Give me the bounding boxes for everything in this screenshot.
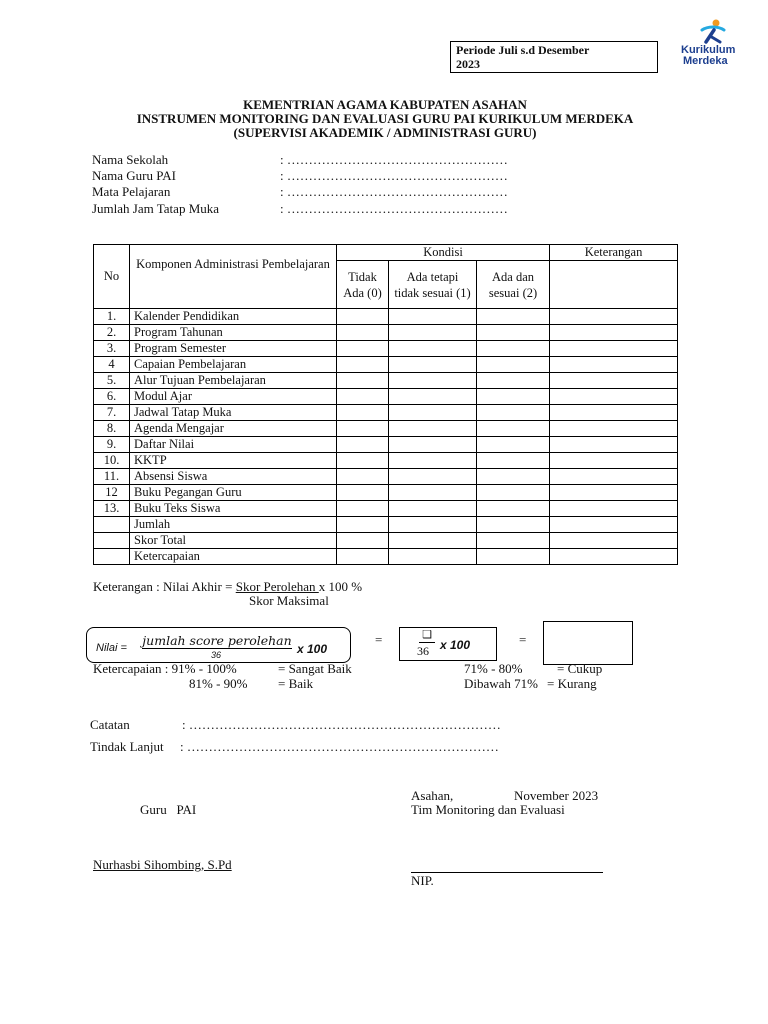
cell-keterangan[interactable] bbox=[550, 357, 678, 373]
row-no: 7. bbox=[94, 405, 130, 421]
formula-equals-2: = bbox=[519, 632, 527, 647]
field-label-mata-pelajaran: Mata Pelajaran bbox=[92, 184, 171, 199]
summary-no bbox=[94, 549, 130, 565]
formula-times2: x 100 bbox=[440, 638, 471, 652]
cell-ada-dan[interactable] bbox=[477, 325, 550, 341]
scale-r4-range: Dibawah 71% bbox=[464, 676, 539, 691]
row-item: Alur Tujuan Pembelajaran bbox=[130, 373, 337, 389]
cell-ada-tetapi[interactable] bbox=[389, 389, 477, 405]
cell-ada-dan[interactable] bbox=[477, 421, 550, 437]
logo-text bbox=[681, 45, 735, 67]
cell-ada-tetapi[interactable] bbox=[389, 437, 477, 453]
header-tidak-ada: Tidak Ada (0) bbox=[337, 261, 389, 309]
formula-label: Nilai = bbox=[96, 642, 127, 654]
logo-text-line2: Merdeka bbox=[683, 55, 728, 67]
row-item: Absensi Siswa bbox=[130, 469, 337, 485]
summary-cell-keterangan[interactable] bbox=[550, 533, 678, 549]
cell-ada-tetapi[interactable] bbox=[389, 357, 477, 373]
row-item: Program Semester bbox=[130, 341, 337, 357]
field-label-nama-sekolah: Nama Sekolah bbox=[92, 152, 169, 167]
table-row bbox=[94, 341, 678, 357]
field-value-mata-pelajaran[interactable]: : …………………………………………… bbox=[280, 184, 508, 199]
summary-row bbox=[94, 517, 678, 533]
catatan-value[interactable]: : ……………………………………………………………… bbox=[182, 717, 501, 732]
periode-box bbox=[450, 41, 658, 73]
row-item: KKTP bbox=[130, 453, 337, 469]
cell-tidak-ada[interactable] bbox=[337, 309, 389, 325]
cell-keterangan[interactable] bbox=[550, 453, 678, 469]
table-row bbox=[94, 501, 678, 517]
cell-ada-tetapi[interactable] bbox=[389, 341, 477, 357]
formula-equals-1: = bbox=[375, 632, 383, 647]
row-item: Agenda Mengajar bbox=[130, 421, 337, 437]
administrasi-table bbox=[93, 244, 678, 565]
table-row bbox=[94, 485, 678, 501]
scale-r1-value: = Sangat Baik bbox=[278, 661, 352, 676]
periode-line1: Periode Juli s.d Desember bbox=[456, 43, 590, 57]
cell-ada-tetapi[interactable] bbox=[389, 453, 477, 469]
logo-text-line1: Kurikulum bbox=[681, 44, 736, 56]
scale-r2-value: = Baik bbox=[278, 676, 314, 691]
signature-date: November 2023 bbox=[514, 788, 599, 803]
cell-ada-tetapi[interactable] bbox=[389, 501, 477, 517]
cell-keterangan[interactable] bbox=[550, 421, 678, 437]
cell-tidak-ada[interactable] bbox=[337, 325, 389, 341]
signature-place: Asahan, bbox=[411, 788, 454, 803]
cell-keterangan[interactable] bbox=[550, 325, 678, 341]
scale-r3-range: 71% - 80% bbox=[464, 661, 523, 676]
formula-box-middle bbox=[399, 627, 497, 661]
logo-figure-icon bbox=[676, 18, 746, 46]
signature-line bbox=[411, 872, 603, 873]
cell-keterangan[interactable] bbox=[550, 373, 678, 389]
keterangan-numerator: Skor Perolehan bbox=[235, 579, 319, 594]
summary-cell-tidak-ada[interactable] bbox=[337, 533, 389, 549]
nilai-result-box[interactable] bbox=[543, 621, 633, 665]
row-no: 9. bbox=[94, 437, 130, 453]
cell-ada-dan[interactable] bbox=[477, 373, 550, 389]
field-label-nama-guru: Nama Guru PAI bbox=[92, 168, 177, 183]
cell-tidak-ada[interactable] bbox=[337, 485, 389, 501]
cell-tidak-ada[interactable] bbox=[337, 405, 389, 421]
formula-numerator: jumlah score perolehan bbox=[142, 633, 292, 648]
title-line2: INSTRUMEN MONITORING DAN EVALUASI GURU PAI KURIKULUM MERDEKA bbox=[136, 111, 634, 126]
row-no: 4 bbox=[94, 357, 130, 373]
row-no: 8. bbox=[94, 421, 130, 437]
cell-keterangan[interactable] bbox=[550, 405, 678, 421]
title-line3: (SUPERVISI AKADEMIK / ADMINISTRASI GURU) bbox=[233, 125, 537, 140]
cell-ada-tetapi[interactable] bbox=[389, 421, 477, 437]
summary-cell-ada-dan[interactable] bbox=[477, 549, 550, 565]
summary-cell-ada-tetapi[interactable] bbox=[389, 533, 477, 549]
row-item: Program Tahunan bbox=[130, 325, 337, 341]
field-label-jam-tatap-muka: Jumlah Jam Tatap Muka bbox=[92, 201, 220, 216]
cell-ada-dan[interactable] bbox=[477, 389, 550, 405]
table-row bbox=[94, 405, 678, 421]
row-item: Jadwal Tatap Muka bbox=[130, 405, 337, 421]
keterangan-denominator: Skor Maksimal bbox=[249, 593, 329, 608]
field-value-jam-tatap-muka[interactable]: : …………………………………………… bbox=[280, 201, 508, 216]
header-keterangan: Keterangan bbox=[550, 245, 678, 261]
row-no: 13. bbox=[94, 501, 130, 517]
summary-cell-keterangan[interactable] bbox=[550, 549, 678, 565]
row-no: 12 bbox=[94, 485, 130, 501]
signature-guru-label: Guru PAI bbox=[140, 802, 197, 817]
table-row bbox=[94, 389, 678, 405]
row-no: 6. bbox=[94, 389, 130, 405]
keterangan-line bbox=[93, 579, 362, 594]
cell-keterangan[interactable] bbox=[550, 485, 678, 501]
cell-keterangan[interactable] bbox=[550, 501, 678, 517]
row-item: Capaian Pembelajaran bbox=[130, 357, 337, 373]
catatan-label: Catatan bbox=[90, 717, 130, 732]
cell-ada-dan[interactable] bbox=[477, 469, 550, 485]
signature-nip: NIP. bbox=[411, 873, 434, 888]
keterangan-prefix: Keterangan : Nilai Akhir = bbox=[93, 579, 236, 594]
cell-ada-tetapi[interactable] bbox=[389, 325, 477, 341]
summary-cell-ada-tetapi[interactable] bbox=[389, 549, 477, 565]
row-no: 11. bbox=[94, 469, 130, 485]
table-row bbox=[94, 309, 678, 325]
cell-tidak-ada[interactable] bbox=[337, 453, 389, 469]
row-no: 2. bbox=[94, 325, 130, 341]
header-keterangan-blank bbox=[550, 261, 678, 309]
cell-ada-tetapi[interactable] bbox=[389, 373, 477, 389]
tindak-lanjut-label: Tindak Lanjut bbox=[90, 739, 164, 754]
title-line1: KEMENTRIAN AGAMA KABUPATEN ASAHAN bbox=[243, 97, 527, 112]
cell-keterangan[interactable] bbox=[550, 469, 678, 485]
cell-tidak-ada[interactable] bbox=[337, 437, 389, 453]
summary-cell-ada-tetapi[interactable] bbox=[389, 517, 477, 533]
cell-ada-dan[interactable] bbox=[477, 453, 550, 469]
cell-ada-dan[interactable] bbox=[477, 341, 550, 357]
signature-guru-name: Nurhasbi Sihombing, S.Pd bbox=[93, 857, 232, 872]
periode-line2: 2023 bbox=[456, 57, 480, 71]
row-no: 1. bbox=[94, 309, 130, 325]
formula-den2: 36 bbox=[417, 644, 429, 658]
summary-cell-tidak-ada[interactable] bbox=[337, 517, 389, 533]
table-row bbox=[94, 469, 678, 485]
cell-tidak-ada[interactable] bbox=[337, 389, 389, 405]
cell-tidak-ada[interactable] bbox=[337, 341, 389, 357]
summary-label: Jumlah bbox=[130, 517, 337, 533]
cell-ada-dan[interactable] bbox=[477, 405, 550, 421]
table-row bbox=[94, 373, 678, 389]
cell-ada-dan[interactable] bbox=[477, 501, 550, 517]
cell-tidak-ada[interactable] bbox=[337, 357, 389, 373]
table-row bbox=[94, 325, 678, 341]
row-item: Kalender Pendidikan bbox=[130, 309, 337, 325]
summary-no bbox=[94, 533, 130, 549]
cell-keterangan[interactable] bbox=[550, 389, 678, 405]
row-no: 5. bbox=[94, 373, 130, 389]
checkbox-placeholder-icon: ❑ bbox=[419, 629, 435, 643]
row-item: Buku Teks Siswa bbox=[130, 501, 337, 517]
cell-ada-dan[interactable] bbox=[477, 485, 550, 501]
cell-tidak-ada[interactable] bbox=[337, 421, 389, 437]
cell-tidak-ada[interactable] bbox=[337, 373, 389, 389]
header-kondisi: Kondisi bbox=[337, 245, 550, 261]
nilai-formula-box bbox=[86, 627, 351, 663]
summary-cell-keterangan[interactable] bbox=[550, 517, 678, 533]
cell-ada-tetapi[interactable] bbox=[389, 309, 477, 325]
cell-ada-tetapi[interactable] bbox=[389, 485, 477, 501]
cell-ada-tetapi[interactable] bbox=[389, 469, 477, 485]
cell-keterangan[interactable] bbox=[550, 437, 678, 453]
kurikulum-merdeka-logo bbox=[676, 18, 746, 70]
scale-r3-value: = Cukup bbox=[557, 661, 603, 676]
formula-denominator: 36 bbox=[211, 650, 222, 660]
table-row bbox=[94, 421, 678, 437]
tindak-lanjut-value[interactable]: : ……………………………………………………………… bbox=[180, 739, 499, 754]
row-no: 3. bbox=[94, 341, 130, 357]
row-item: Daftar Nilai bbox=[130, 437, 337, 453]
cell-tidak-ada[interactable] bbox=[337, 469, 389, 485]
cell-ada-dan[interactable] bbox=[477, 309, 550, 325]
row-item: Modul Ajar bbox=[130, 389, 337, 405]
summary-cell-tidak-ada[interactable] bbox=[337, 549, 389, 565]
cell-ada-dan[interactable] bbox=[477, 357, 550, 373]
header-komponen: Komponen Administrasi Pembelajaran bbox=[130, 245, 337, 309]
header-ada-dan: Ada dan sesuai (2) bbox=[477, 261, 550, 309]
summary-label: Skor Total bbox=[130, 533, 337, 549]
summary-row bbox=[94, 533, 678, 549]
scale-r1-range: Ketercapaian : 91% - 100% bbox=[93, 661, 237, 676]
summary-label: Ketercapaian bbox=[130, 549, 337, 565]
row-item: Buku Pegangan Guru bbox=[130, 485, 337, 501]
scale-r4-value: = Kurang bbox=[547, 676, 597, 691]
cell-ada-dan[interactable] bbox=[477, 437, 550, 453]
summary-cell-ada-dan[interactable] bbox=[477, 517, 550, 533]
table-row bbox=[94, 437, 678, 453]
header-no: No bbox=[94, 245, 130, 309]
field-value-nama-sekolah[interactable]: : …………………………………………… bbox=[280, 152, 508, 167]
cell-ada-tetapi[interactable] bbox=[389, 405, 477, 421]
table-row bbox=[94, 453, 678, 469]
field-value-nama-guru[interactable]: : …………………………………………… bbox=[280, 168, 508, 183]
cell-keterangan[interactable] bbox=[550, 309, 678, 325]
row-no: 10. bbox=[94, 453, 130, 469]
table-body bbox=[94, 309, 678, 565]
summary-row bbox=[94, 549, 678, 565]
scale-r2-range: 81% - 90% bbox=[189, 676, 248, 691]
table-row bbox=[94, 357, 678, 373]
summary-cell-ada-dan[interactable] bbox=[477, 533, 550, 549]
signature-team: Tim Monitoring dan Evaluasi bbox=[411, 802, 565, 817]
summary-no bbox=[94, 517, 130, 533]
cell-tidak-ada[interactable] bbox=[337, 501, 389, 517]
header-ada-tetapi: Ada tetapi tidak sesuai (1) bbox=[389, 261, 477, 309]
formula-times: x 100 bbox=[297, 642, 328, 656]
cell-keterangan[interactable] bbox=[550, 341, 678, 357]
keterangan-suffix: x 100 % bbox=[318, 579, 363, 594]
